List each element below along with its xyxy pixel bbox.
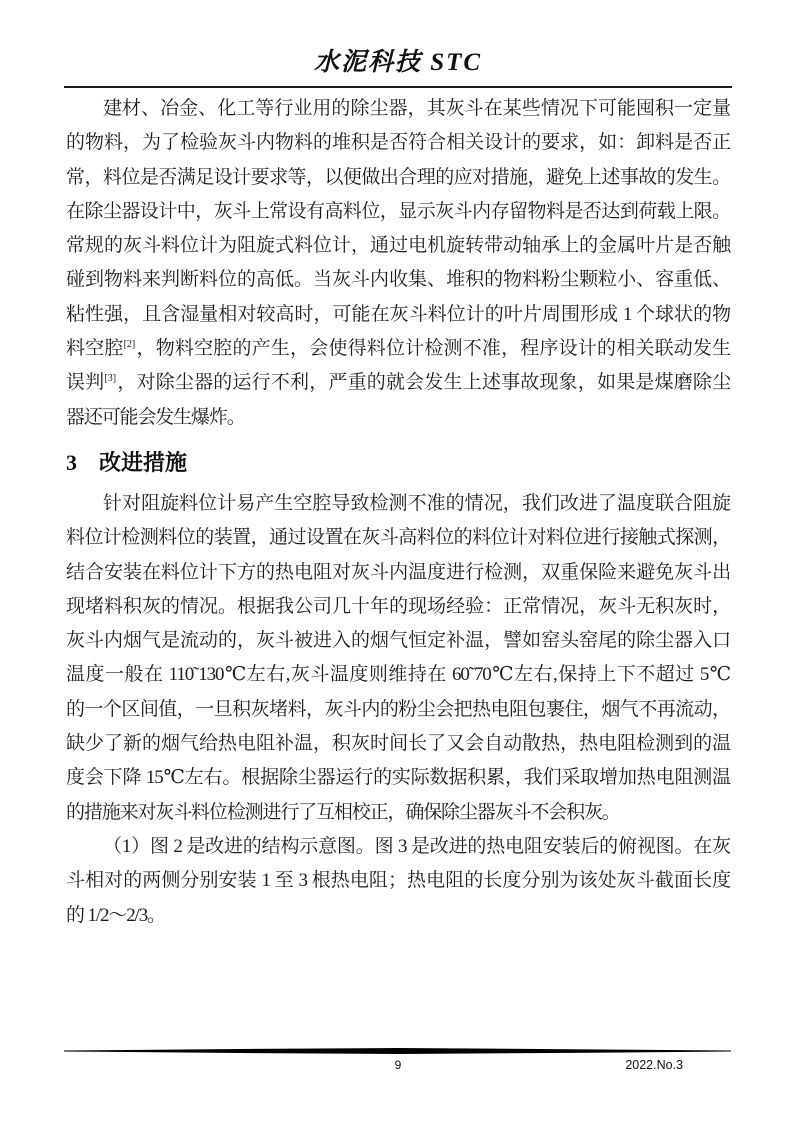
header-rule <box>64 86 732 88</box>
text-line: 误判[3]，对除尘器的运行不利，严重的就会发生上述事故现象，如果是煤磨除尘 <box>66 372 730 394</box>
text-line: 度会下降 15℃左右。根据除尘器运行的实际数据积累，我们采取增加热电阻测温 <box>66 767 730 789</box>
text-line: 料位计检测料位的装置，通过设置在灰斗高料位的料位计对料位进行接触式探测， <box>66 527 730 549</box>
text-line: 在除尘器设计中，灰斗上常设有高料位，显示灰斗内存留物料是否达到荷载上限。 <box>66 200 730 222</box>
text-line: 建材、冶金、化工等行业用的除尘器，其灰斗在某些情况下可能囤积一定量 <box>103 98 730 119</box>
page-number: 9 <box>394 1058 402 1072</box>
section-heading <box>66 447 730 479</box>
text-line: 结合安装在料位计下方的热电阻对灰斗内温度进行检测，双重保险来避免灰斗出 <box>66 561 730 583</box>
journal-title: 水泥科技 STC <box>313 49 483 76</box>
text-line: 的 1/2～2/3。 <box>66 904 165 926</box>
text-line: 的物料，为了检验灰斗内物料的堆积是否符合相关设计的要求，如：卸料是否正 <box>66 132 730 154</box>
section-title: 改进措施 <box>99 449 188 475</box>
text-line: 温度一般在 110˜130℃左右,灰斗温度则维持在 60˜70℃左右,保持上下不超过 5℃ <box>66 664 730 686</box>
text-line: 常，料位是否满足设计要求等，以便做出合理的应对措施，避免上述事故的发生。 <box>66 166 730 188</box>
footer-rule <box>64 1048 731 1054</box>
text-line: 器还可能会发生爆炸。 <box>66 406 245 428</box>
text-line: 料空腔[2]，物料空腔的产生，会使得料位计检测不准，程序设计的相关联动发生 <box>66 338 730 360</box>
text-line: 斗相对的两侧分别安装 1 至 3 根热电阻；热电阻的长度分别为该处灰斗截面长度 <box>66 870 730 892</box>
text-line: 粘性强，且含湿量相对较高时，可能在灰斗料位计的叶片周围形成 1 个球状的物 <box>66 303 730 325</box>
text-line: 的一个区间值，一旦积灰堵料，灰斗内的粉尘会把热电阻包裹住，烟气不再流动， <box>66 698 730 720</box>
text-line: 针对阻旋料位计易产生空腔导致检测不准的情况，我们改进了温度联合阻旋 <box>103 492 730 514</box>
text-line: 的措施来对灰斗料位检测进行了互相校正，确保除尘器灰斗不会积灰。 <box>66 801 620 823</box>
text-line: 碰到物料来判断料位的高低。当灰斗内收集、堆积的物料粉尘颗粒小、容重低、 <box>66 269 730 291</box>
document-body <box>66 92 730 933</box>
text-line: 灰斗内烟气是流动的，灰斗被进入的烟气恒定补温，譬如窑头窑尾的除尘器入口 <box>66 630 730 652</box>
text-line: （1）图 2 是改进的结构示意图。图 3 是改进的热电阻安装后的俯视图。在灰 <box>103 835 730 857</box>
text-line: 缺少了新的烟气给热电阻补温，积灰时间长了又会自动散热，热电阻检测到的温 <box>66 733 730 755</box>
text-line: 常规的灰斗料位计为阻旋式料位计，通过电机旋转带动轴承上的金属叶片是否触 <box>66 235 730 257</box>
issue-label: 2022.No.3 <box>625 1058 683 1072</box>
text-line: 现堵料积灰的情况。根据我公司几十年的现场经验：正常情况，灰斗无积灰时， <box>66 595 730 617</box>
section-number: 3 <box>66 449 77 475</box>
